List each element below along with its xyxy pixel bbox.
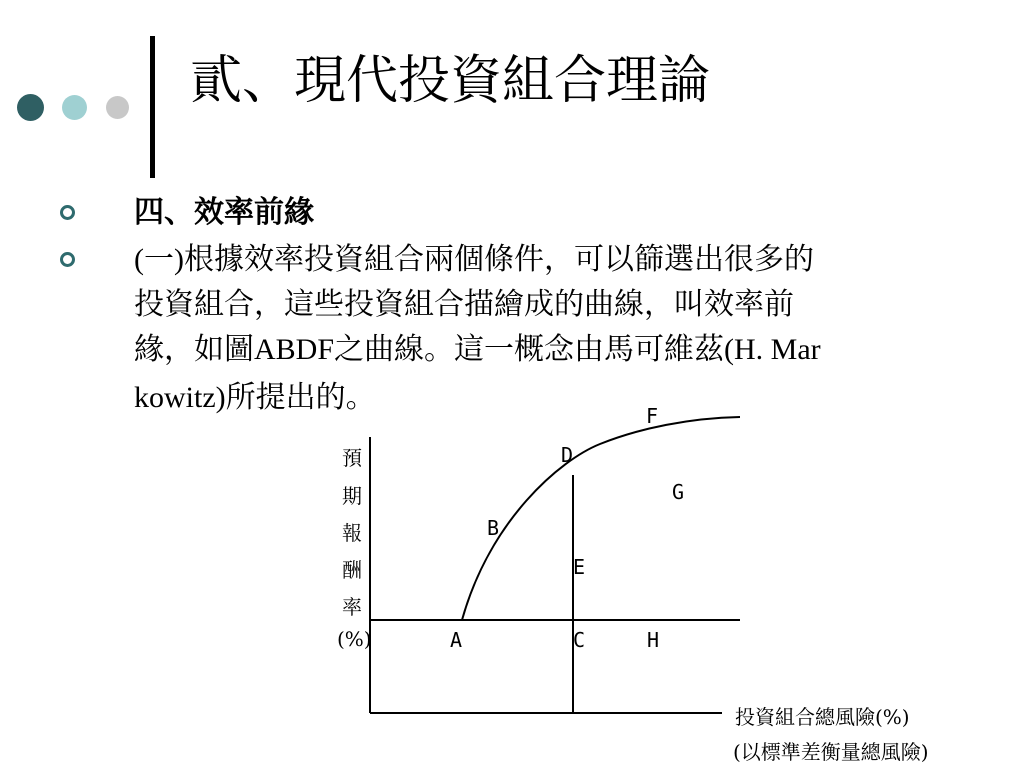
efficient-frontier-curve	[462, 417, 740, 620]
y-label-char: 酬	[342, 558, 362, 582]
bullet-text-line: kowitz)所提出的。	[134, 381, 376, 414]
bullet-text-line: 投資組合，這些投資組合描繪成的曲線，叫效率前	[134, 288, 794, 321]
point-label-a: A	[450, 628, 463, 652]
x-axis-label: 投資組合總風險(%)	[735, 705, 910, 729]
y-label-unit: (%)	[337, 627, 372, 651]
slide-title: 貳、現代投資組合理論	[190, 51, 711, 111]
bullet-text-line: 緣，如圖ABDF之曲線。這一概念由馬可維茲(H. Mar	[134, 333, 821, 366]
point-label-b: B	[487, 516, 500, 540]
x-axis-sublabel: (以標準差衡量總風險)	[733, 740, 929, 764]
point-label-e: E	[573, 555, 586, 579]
point-label-h: H	[647, 628, 660, 652]
y-label-char: 預	[342, 446, 362, 470]
y-label-char: 期	[342, 484, 362, 508]
y-label-char: 率	[342, 595, 362, 619]
point-label-d: D	[561, 443, 574, 467]
bullet-text-line: (一)根據效率投資組合兩個條件，可以篩選出很多的	[134, 243, 814, 276]
point-label-g: G	[672, 480, 685, 504]
y-label-char: 報	[342, 521, 362, 545]
point-label-f: F	[646, 404, 659, 428]
point-label-c: C	[573, 628, 586, 652]
bullet-heading: 四、效率前緣	[134, 196, 314, 229]
